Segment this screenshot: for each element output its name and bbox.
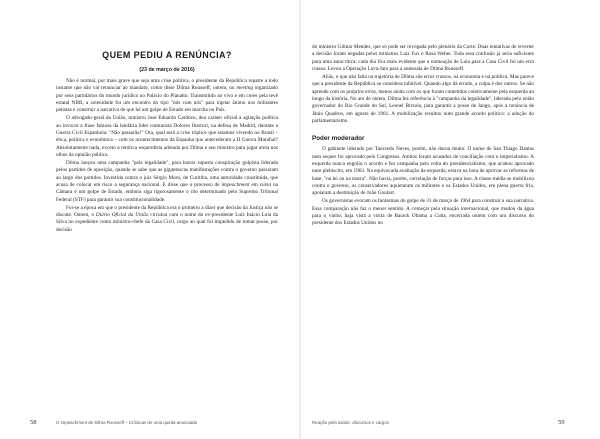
body-paragraph	[56, 115, 278, 159]
left-text-column	[56, 50, 278, 234]
chapter-title: QUEM PEDIU A RENÚNCIA?	[102, 50, 232, 60]
body-paragraph	[312, 74, 534, 125]
body-paragraph	[312, 146, 534, 197]
left-body-text	[56, 78, 278, 234]
body-paragraph	[56, 205, 278, 234]
page-number-right: 59	[558, 419, 565, 426]
right-text-column	[312, 44, 534, 228]
page-number-left: 58	[30, 419, 37, 426]
text-run: Não é normal, por mais grave que seja uma crise política, o presidente da República reparte a todo instante que não vai renunciar ao mandato, como disse Dilma Rousseff, ontem, no	[56, 78, 278, 92]
chapter-date: (23 de março de 2016)	[139, 67, 195, 73]
text-run: organizado por seus partidários do mundo jurídico no Palácio do Planalto. Transmitido ao vivo e em cores pela tevê estatal NBR, a solenidade foi um encontro do tipo "nós com nós" para injetar ânimo nos militantes petistas e construir a narrativa de que há um golpe de Estado em marcha no País.	[56, 85, 278, 114]
right-body-text	[312, 44, 534, 125]
text-run: Dilma lançou uma campanha "pela legalidade", para barrar suposta conspiração golpista liderada pelos partidos de oposição, quando se sabe que as gigantescas manifestações contra o governo passaram ao largo dos partidos. Investida contra o juiz Sérgio Moro, de Curitiba, uma autoridade constituída, que acusa de colocar em risco a segurança nacional. E disse que o processo de	[56, 159, 278, 188]
right-body-text-after-subhead	[312, 146, 534, 227]
section-subheading: Poder moderador	[312, 135, 365, 143]
italic-text: Diário Oficial da União	[95, 211, 149, 218]
footer-left: O impeachment de Dilma Rousseff – Crônicas de uma queda anunciada	[56, 420, 197, 425]
body-paragraph	[56, 160, 278, 204]
right-page	[300, 0, 600, 439]
text-run: circulou com o nome do ex-presidente Luiz Inácio Lula da Silva no expediente como ministro-chefe da Casa Civil, cargo ao qual foi impedido de tomar posse, por decisão	[56, 211, 279, 233]
body-paragraph	[312, 44, 534, 73]
footer-right: Reação pela saúde: discursos e cargos	[312, 420, 389, 425]
text-run: Os governistas evocam os fantasmas do golpe de 31 de março de 1964 para construir a sua narrativa. Essa comparação não faz o menor sentido. A começar pela situação internacional, que mudou da água para o vinho; haja vista a visita de Barack Obama a Cuba, encerrada ontem com um discurso do presidente dos Estados Unidos no	[312, 198, 534, 227]
text-run: O advogado-geral da União, ministro José Eduardo Cardozo, deu caráter oficial à agitação política ao invocar a frase famosa da lendária líder comunista Dolores Ibarruri, na defesa de Madrid, durante a Guerra Civil Espanhola: "Não passarão!" Ora, qual será a crise tríplice que estamos vivendo no Brasil – ética, política e econômica – com os acontecimentos da Espanha que antecederam a II Guerra Mundial? Absolutamente nada, exceto a retórica esquerdista adotada por Dilma e seu ministro para jogar areia nos olhos da opinião pública.	[56, 115, 278, 159]
text-run: Aliás, o que não falta na trajetória de Dilma são erros crassos, na economia e na política. Mas parece que a presidente da República se considera infalível. Quando algo dá errado, a culpa é dos outros. Se não aprende com os próprios erros, menos ainda com os que foram cometidos coletivamente pela esquerda ao longo da história. No ato de ontem, Dilma fez referência à "campanha da legalidade", liderada pelo então governador do Rio Grande do Sul, Leonel Brizola, para garantir a posse de Jango, após a renúncia de Jânio Quadros, em agosto de 1961. A mobilização resultou num grande acordo político: a adoção do parlamentarismo.	[312, 73, 534, 125]
italic-text: impeachment	[221, 182, 250, 188]
text-run: do ministro Gilmar Mendes, que só pode ser revogada pelo plenário da Corte. Duas tentativas de reverter a decisão foram negadas pelos ministros Luiz Fux e Rosa Weber. Toda essa confusão já seria suficiente para uma autocrítica: cada dia fica mais evidente que a nomeação de Lula para a Casa Civil foi um erro crasso. Levou a Operação Lava-Jato para a antessala de Dilma Rousseff.	[312, 44, 534, 73]
text-run: O gabinete liderado por Tancredo Neves, porém, não durou muito. O nome de San Thiago Dantas nem sequer foi aprovado pelo Congresso. Ambos foram acusados de conciliação com o imperialismo. A esquerda nunca engoliu o acordo e fez campanha pela volta do presidencialismo, que acabou aprovado num plebiscito, em 1963. Na equivocada avaliação da esquerda, estava na hora de aprovar as reformas de base, "na lei ou na marra". Não havia, porém, correlação de forças para isso. A classe média se mobilizou contra o governo, os conservadores aquietaram os militares e os Estados Unidos, em plena guerra fria, apoiaram a destituição de João Goulart.	[312, 146, 534, 197]
body-paragraph	[56, 78, 278, 115]
text-run: Foi-se a época em que o presidente da República era o primeiro a dizer que decisão da Justiça não se discute. Ontem, o	[56, 204, 278, 218]
body-paragraph	[312, 198, 534, 227]
italic-text: meeting	[236, 85, 253, 92]
text-run: em curso na Câmara é um golpe de Estado, embora siga rigorosamente o rito determinado pelo Supremo Tribunal Federal (STF) para garantir sua constitucionalidade.	[56, 182, 278, 203]
